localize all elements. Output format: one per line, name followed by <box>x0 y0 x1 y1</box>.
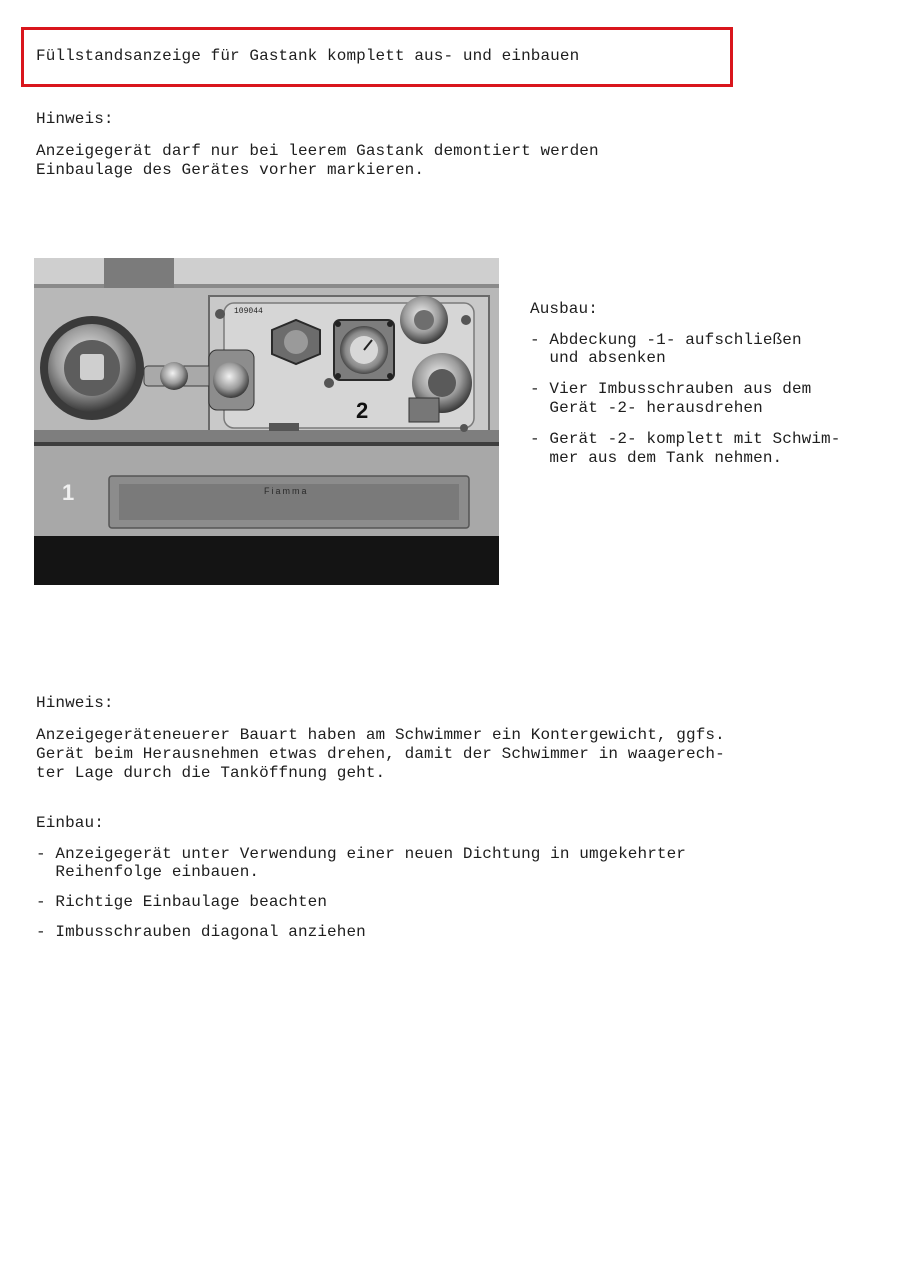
einbau-item-3: - Imbusschrauben diagonal anziehen <box>36 923 366 941</box>
hinweis-1-line-2: Einbaulage des Gerätes vorher markieren. <box>36 161 425 179</box>
ausbau-item-3-line-1: - Gerät -2- komplett mit Schwim- <box>530 430 841 448</box>
hinweis-2-line-2: Gerät beim Herausnehmen etwas drehen, damit der Schwimmer in waagerech- <box>36 745 725 763</box>
photo-plate-number: 109044 <box>234 307 263 316</box>
einbau-heading: Einbau: <box>36 814 104 832</box>
hinweis-heading-2: Hinweis: <box>36 694 114 712</box>
einbau-item-1-line-2: Reihenfolge einbauen. <box>36 863 260 881</box>
ausbau-heading: Ausbau: <box>530 300 598 318</box>
photo-label-1: 1 <box>62 480 75 505</box>
hinweis-1-line-1: Anzeigegerät darf nur bei leerem Gastank demontiert werden <box>36 142 599 160</box>
ausbau-item-2-line-1: - Vier Imbusschrauben aus dem <box>530 380 812 398</box>
ausbau-item-1-line-1: - Abdeckung -1- aufschließen <box>530 331 802 349</box>
hinweis-2-line-1: Anzeigegeräteneuerer Bauart haben am Schwimmer ein Kontergewicht, ggfs. <box>36 726 725 744</box>
ausbau-item-2-line-2: Gerät -2- herausdrehen <box>530 399 763 417</box>
einbau-item-1-line-1: - Anzeigegerät unter Verwendung einer neuen Dichtung in umgekehrter <box>36 845 687 863</box>
photo-label-2: 2 <box>356 398 369 423</box>
hinweis-heading-1: Hinweis: <box>36 110 114 128</box>
page-title: Füllstandsanzeige für Gastank komplett aus- und einbauen <box>36 47 580 65</box>
hinweis-2-line-3: ter Lage durch die Tanköffnung geht. <box>36 764 386 782</box>
ausbau-item-3-line-2: mer aus dem Tank nehmen. <box>530 449 783 467</box>
photo-plate-text: Fiamma <box>264 486 309 496</box>
einbau-item-2: - Richtige Einbaulage beachten <box>36 893 328 911</box>
ausbau-item-1-line-2: und absenken <box>530 349 666 367</box>
gas-tank-photo <box>34 258 499 585</box>
